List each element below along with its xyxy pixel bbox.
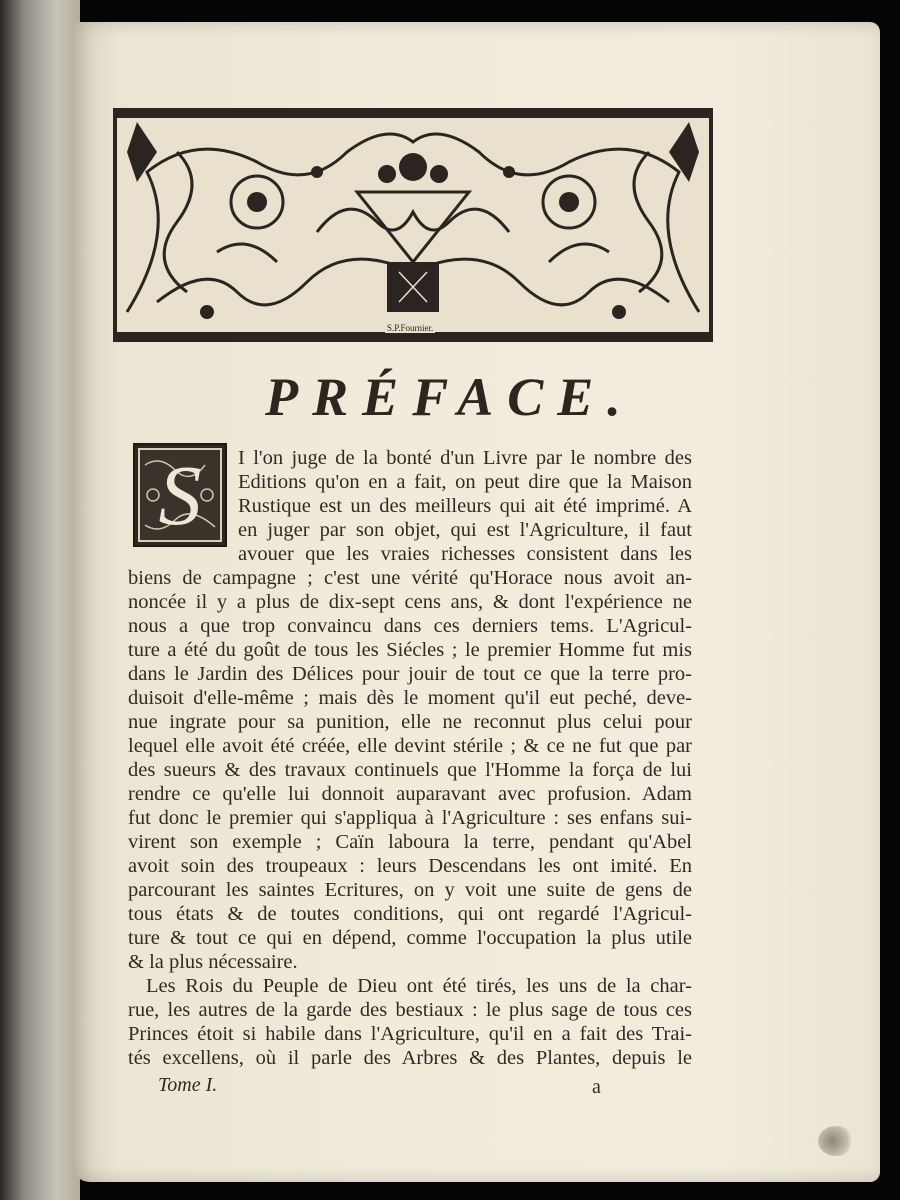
text-line: duisoit d'elle-même ; mais dès le moment qu'il eut peché, deve- <box>128 687 692 709</box>
text-line: virent son exemple ; Caïn laboura la terre, pendant qu'Abel <box>128 831 692 853</box>
text-line: ture & tout ce qui en dépend, comme l'occupation la plus utile <box>128 927 692 949</box>
text-line: rue, les autres de la garde des bestiaux : le plus sage de tous ces <box>128 999 692 1021</box>
page-stain <box>818 1126 854 1156</box>
dropcap-initial <box>133 443 227 547</box>
ornament-signature: S.P.Fournier. <box>387 323 434 333</box>
text-line: lequel elle avoit été créée, elle devint stérile ; & ce ne fut que par <box>128 735 692 757</box>
dropcap-letter: S <box>158 447 202 543</box>
headpiece-ornament-icon <box>117 112 709 338</box>
text-line: rendre ce qu'elle lui donnoit auparavant avec profusion. Adam <box>128 783 692 805</box>
page-title: PRÉFACE. <box>265 367 635 427</box>
signature-mark: a <box>592 1076 601 1098</box>
text-line: I l'on juge de la bonté d'un Livre par le nombre des <box>238 447 692 469</box>
text-line: des sueurs & des travaux continuels que l'Homme la força de lui <box>128 759 692 781</box>
text-line: & la plus nécessaire. <box>128 951 298 973</box>
text-line: avouer que les vraies richesses consistent dans les <box>238 543 692 565</box>
text-line: tés excellens, où il parle des Arbres & des Plantes, depuis le <box>128 1047 692 1069</box>
left-page-edge <box>0 0 80 1200</box>
text-line: Princes étoit si habile dans l'Agriculture, qu'il en a fait des Trai- <box>128 1023 692 1045</box>
text-line: ture a été du goût de tous les Siécles ; le premier Homme fut mis <box>128 639 692 661</box>
text-line: nue ingrate pour sa punition, elle ne reconnut plus celui pour <box>128 711 692 733</box>
text-line: biens de campagne ; c'est une vérité qu'Horace nous avoit an- <box>128 567 692 589</box>
text-line: Rustique est un des meilleurs qui ait été imprimé. A <box>238 495 692 517</box>
text-line: fut donc le premier qui s'appliqua à l'Agriculture : ses enfans sui- <box>128 807 692 829</box>
text-line: dans le Jardin des Délices pour jouir de tout ce que la terre pro- <box>128 663 692 685</box>
text-line: avoit soin des troupeaux : leurs Descendans les ont imité. En <box>128 855 692 877</box>
text-line: Editions qu'on en a fait, on peut dire que la Maison <box>238 471 692 493</box>
text-line: parcourant les saintes Ecritures, on y voit une suite de gens de <box>128 879 692 901</box>
text-line: en juger par son objet, qui est l'Agriculture, il faut <box>238 519 692 541</box>
text-line: noncée il y a plus de dix-sept cens ans, & dont l'expérience ne <box>128 591 692 613</box>
volume-label: Tome I. <box>158 1074 218 1096</box>
text-line: nous a que trop convaincu dans ces derniers tems. L'Agricul- <box>128 615 692 637</box>
text-line: tous états & de toutes conditions, qui ont regardé l'Agricul- <box>128 903 692 925</box>
ornamental-headpiece <box>113 108 713 342</box>
text-line: Les Rois du Peuple de Dieu ont été tirés, les uns de la char- <box>146 975 692 997</box>
